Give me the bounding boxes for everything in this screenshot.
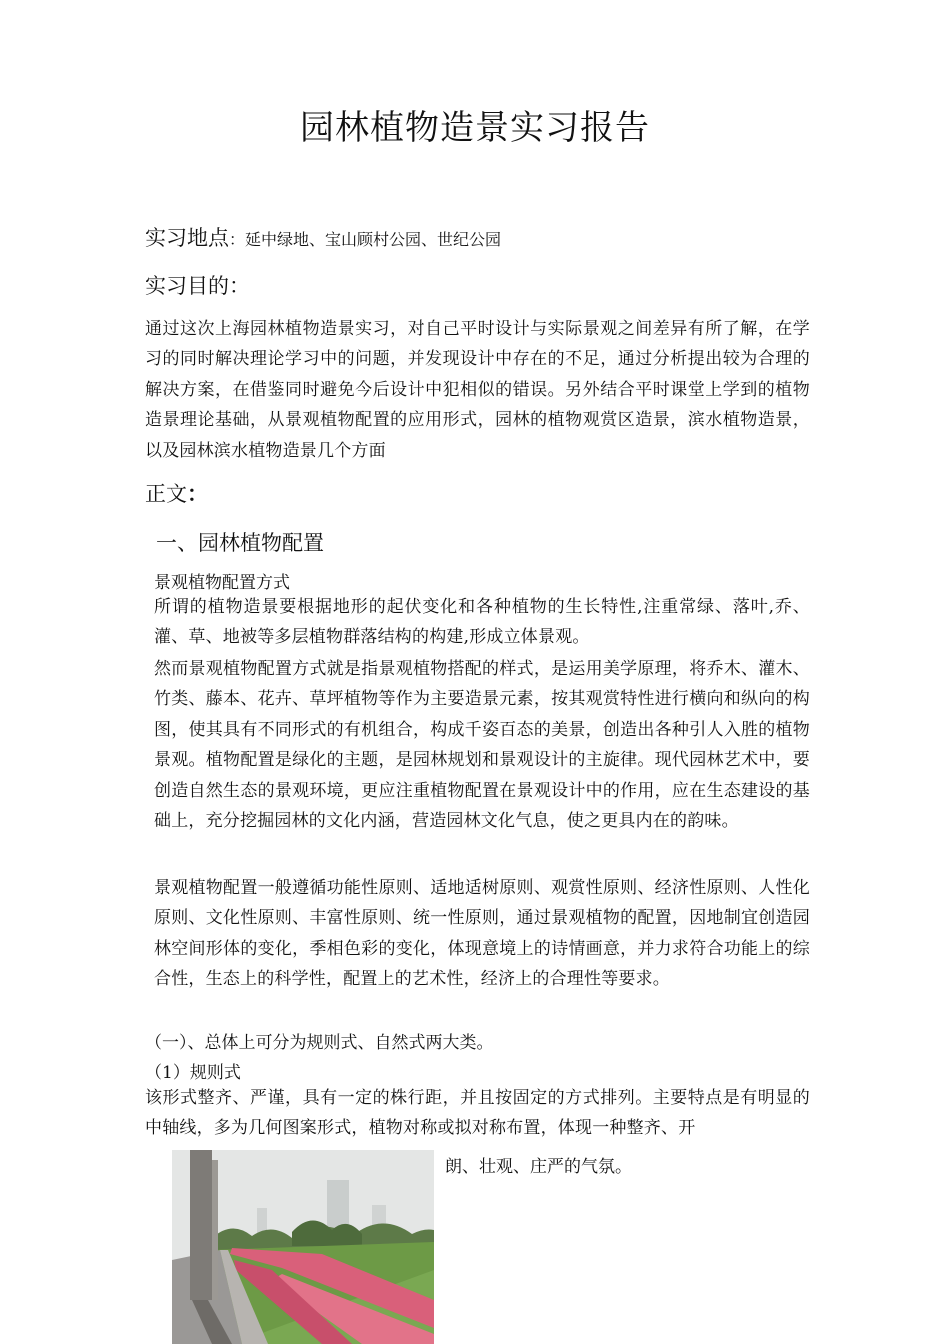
paragraph-3: 景观植物配置一般遵循功能性原则、适地适树原则、观赏性原则、经济性原则、人性化原则、文化性原则、丰富性原则、统一性原则，通过景观植物的配置，因地制宜创造园林空间形体的变化，季相色彩的变化，体现意境上的诗情画意，并力求符合功能上的综合性，生态上的科学性，配置上的艺术性，经济上的合理性等要求。	[154, 878, 810, 990]
location-value: ：延中绿地、宝山顾村公园、世纪公园	[229, 230, 502, 249]
garden-photo	[172, 1150, 434, 1344]
location-label: 实习地点	[145, 226, 229, 250]
garden-photo-image	[172, 1150, 434, 1344]
location-heading	[145, 222, 501, 252]
document-title: 园林植物造景实习报告	[300, 108, 650, 148]
paragraph-4: 该形式整齐、严谨，具有一定的株行距，并且按固定的方式排列。主要特点是有明显的中轴线，多为几何图案形式，植物对称或拟对称布置，体现一种整齐、开	[145, 1088, 810, 1139]
purpose-heading: 实习目的：	[145, 274, 250, 298]
list-item-2: （1）规则式	[145, 1063, 241, 1083]
paragraph-1: 所谓的植物造景要根据地形的起伏变化和各种植物的生长特性,注重常绿、落叶,乔、灌、草、地被等多层植物群落结构的构建,形成立体景观。	[154, 597, 810, 648]
list-item-1: （一）、总体上可分为规则式、自然式两大类。	[145, 1033, 494, 1053]
body-heading	[145, 478, 208, 508]
paragraph-2: 然而景观植物配置方式就是指景观植物搭配的样式，是运用美学原理，将乔木、灌木、竹类、藤本、花卉、草坪植物等作为主要造景元素，按其观赏特性进行横向和纵向的构图，使其具有不同形式的有机组合，构成千姿百态的美景，创造出各种引人入胜的植物景观。植物配置是绿化的主题，是园林规划和景观设计的主旋律。现代园林艺术中，要创造自然生态的景观环境，更应注重植物配置在景观设计中的作用，应在生态建设的基础上，充分挖掘园林的文化内涵，营造园林文化气息，使之更具内在的韵味。	[154, 659, 810, 832]
section1-heading: 一、园林植物配置	[156, 531, 324, 555]
body-label: 正文	[145, 482, 187, 506]
body-colon: ：	[187, 481, 208, 506]
purpose-paragraph: 通过这次上海园林植物造景实习，对自己平时设计与实际景观之间差异有所了解，在学习的同时解决理论学习中的问题，并发现设计中存在的不足，通过分析提出较为合理的解决方案，在借鉴同时避免今后设计中犯相似的错误。另外结合平时课堂上学到的植物造景理论基础，从景观植物配置的应用形式，园林的植物观赏区造景，滨水植物造景，以及园林滨水植物造景几个方面	[145, 319, 810, 461]
subheading: 景观植物配置方式	[154, 573, 290, 593]
paragraph-4-end: 朗、壮观、庄严的气氛。	[445, 1157, 632, 1177]
